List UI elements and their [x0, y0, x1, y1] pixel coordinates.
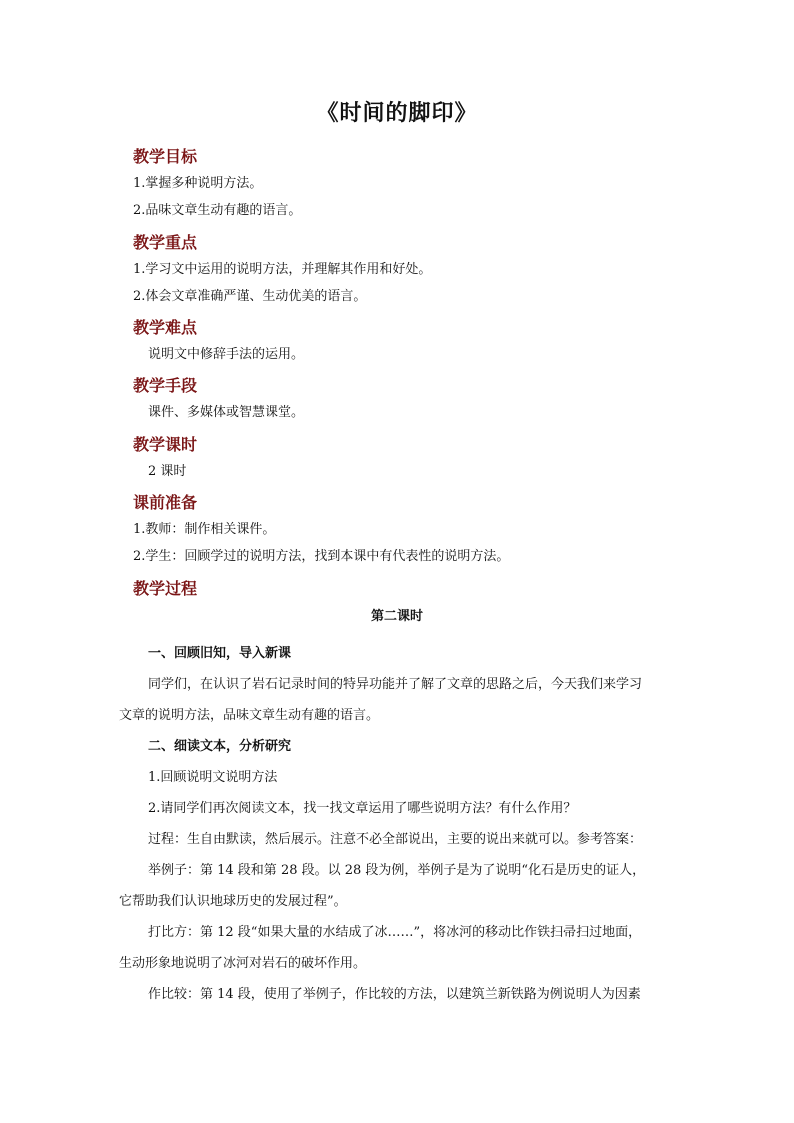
focus-item-1: 1.学习文中运用的说明方法，并理解其作用和好处。 — [133, 262, 432, 277]
difficulty-text: 说明文中修辞手法的运用。 — [148, 347, 305, 362]
heading-teaching-process: 教学过程 — [133, 579, 198, 598]
hours-text: 2 课时 — [148, 464, 187, 479]
section-1-heading: 一、回顾旧知，导入新课 — [148, 646, 292, 661]
goal-item-2: 2.品味文章生动有趣的语言。 — [133, 203, 302, 218]
section-2-item-2: 2.请同学们再次阅读文本，找一找文章运用了哪些说明方法？有什么作用？ — [148, 801, 577, 816]
goal-item-1: 1.掌握多种说明方法。 — [133, 176, 263, 191]
process-line: 过程：生自由默读，然后展示。注意不必全部说出，主要的说出来就可以。参考答案： — [148, 832, 643, 847]
analogy-line-2: 生动形象地说明了冰河对岩石的破坏作用。 — [119, 956, 367, 971]
heading-teaching-means: 教学手段 — [133, 376, 198, 395]
prep-item-1: 1.教师：制作相关课件。 — [133, 522, 276, 537]
heading-preparation: 课前准备 — [133, 493, 198, 512]
heading-teaching-goals: 教学目标 — [133, 147, 198, 166]
session-title: 第二课时 — [370, 609, 423, 624]
comparison-line-1: 作比较：第 14 段，使用了举例子，作比较的方法，以建筑兰新铁路为例说明人为因素 — [148, 987, 641, 1002]
means-text: 课件、多媒体或智慧课堂。 — [148, 405, 305, 420]
heading-teaching-focus: 教学重点 — [133, 233, 198, 252]
focus-item-2: 2.体会文章准确严谨、生动优美的语言。 — [133, 289, 367, 304]
section-2-item-1: 1.回顾说明文说明方法 — [148, 770, 278, 785]
prep-item-2: 2.学生：回顾学过的说明方法，找到本课中有代表性的说明方法。 — [133, 549, 510, 564]
document-title: 《时间的脚印》 — [316, 100, 478, 126]
heading-teaching-hours: 教学课时 — [133, 435, 198, 454]
section-1-paragraph-line-2: 文章的说明方法，品味文章生动有趣的语言。 — [119, 708, 380, 723]
section-1-paragraph-line-1: 同学们，在认识了岩石记录时间的特异功能并了解了文章的思路之后，今天我们来学习 — [148, 677, 643, 692]
example-line-2: 它帮助我们认识地球历史的发展过程”。 — [119, 894, 347, 909]
heading-teaching-difficulty: 教学难点 — [133, 318, 198, 337]
example-line-1: 举例子：第 14 段和第 28 段。以 28 段为例，举例子是为了说明“化石是历史的证人， — [148, 863, 646, 878]
section-2-heading: 二、细读文本，分析研究 — [148, 739, 292, 754]
analogy-line-1: 打比方：第 12 段“如果大量的水结成了冰……”，将冰河的移动比作铁扫帚扫过地面， — [148, 925, 642, 940]
